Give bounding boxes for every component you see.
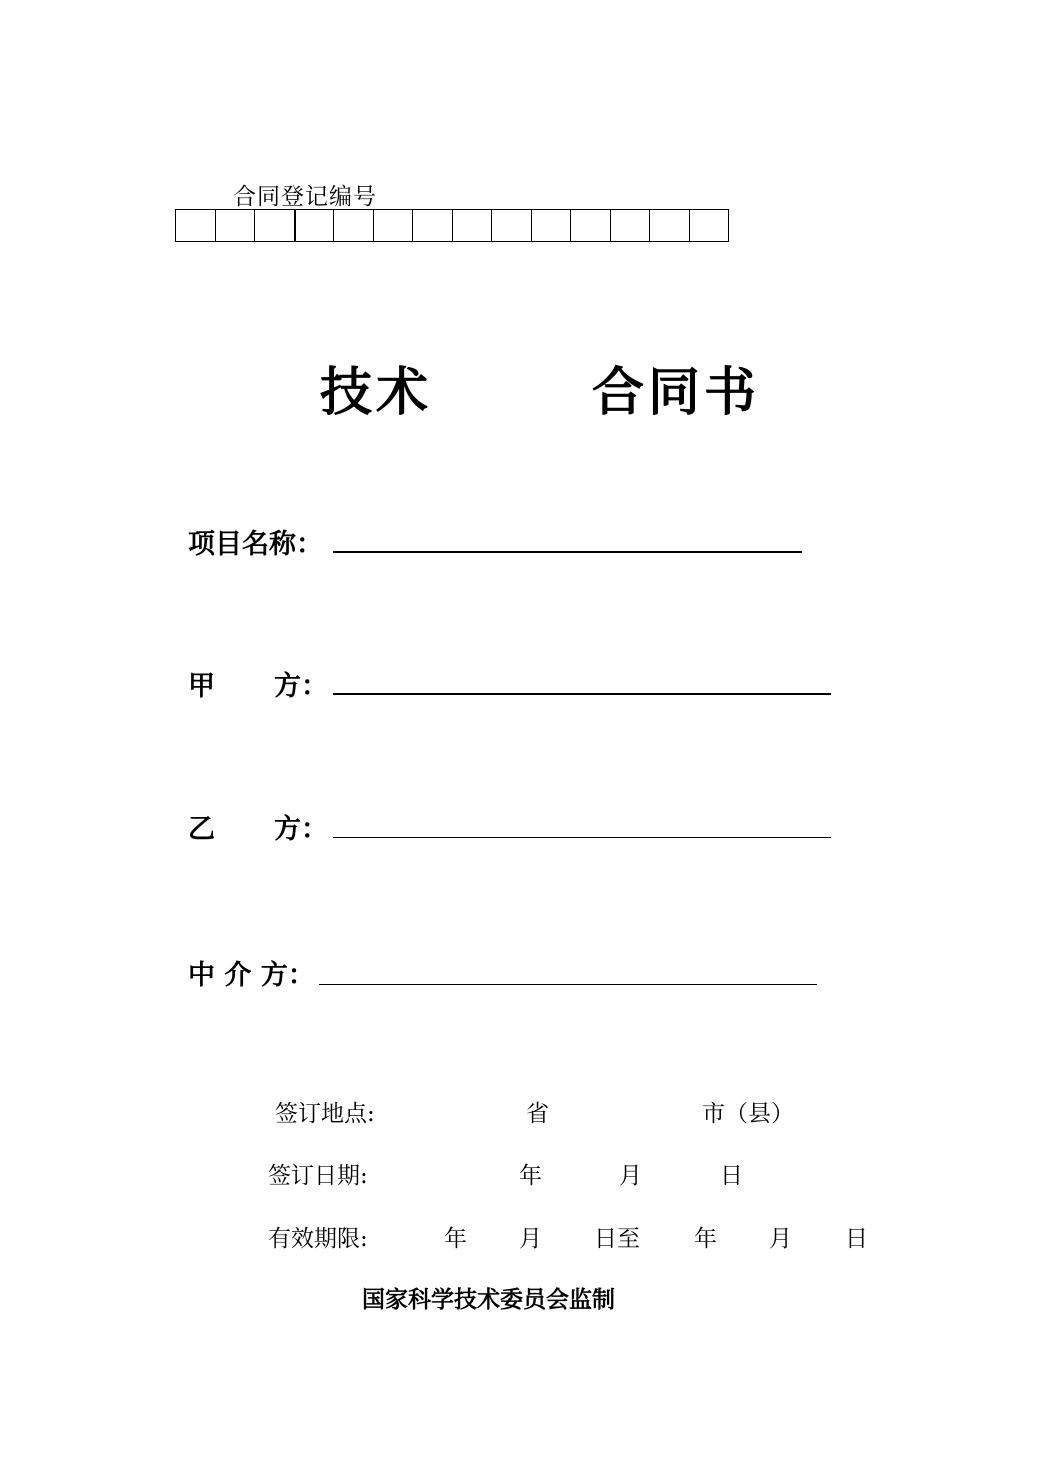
- signing-place-label: 签订地点:: [275, 1101, 375, 1127]
- registration-digit-box[interactable]: [412, 209, 453, 242]
- project-name-label: 项目名称：: [188, 529, 323, 560]
- party-b-label-1: 乙: [188, 814, 215, 845]
- registration-digit-box[interactable]: [294, 209, 335, 242]
- registration-number-boxes: [175, 209, 729, 242]
- party-a-label-2: 方：: [274, 671, 328, 702]
- party-b-label-2: 方：: [274, 814, 328, 845]
- signing-date-year: 年: [519, 1163, 542, 1189]
- validity-day-end: 日: [845, 1226, 868, 1252]
- registration-digit-box[interactable]: [649, 209, 690, 242]
- registration-digit-box[interactable]: [373, 209, 414, 242]
- document-title-part1: 技术: [320, 363, 433, 423]
- intermediary-label: 中 介 方：: [188, 960, 315, 991]
- party-a-label-1: 甲: [188, 671, 215, 702]
- signing-place-province: 省: [526, 1101, 549, 1127]
- registration-digit-box[interactable]: [333, 209, 374, 242]
- registration-digit-box[interactable]: [610, 209, 651, 242]
- signing-date-day: 日: [720, 1163, 743, 1189]
- validity-day-to: 日至: [594, 1226, 640, 1252]
- signing-date-label: 签订日期:: [268, 1163, 368, 1189]
- validity-month-end: 月: [769, 1226, 792, 1252]
- signing-date-month: 月: [619, 1163, 642, 1189]
- validity-month-start: 月: [519, 1226, 542, 1252]
- registration-digit-box[interactable]: [175, 209, 216, 242]
- validity-label: 有效期限:: [268, 1226, 368, 1252]
- registration-number-label: 合同登记编号: [233, 184, 377, 210]
- registration-digit-box[interactable]: [570, 209, 611, 242]
- party-b-line[interactable]: [333, 837, 831, 838]
- signing-place-city: 市（县）: [702, 1101, 794, 1127]
- intermediary-line[interactable]: [319, 984, 817, 985]
- supervision-footer: 国家科学技术委员会监制: [362, 1287, 615, 1313]
- registration-digit-box[interactable]: [491, 209, 532, 242]
- document-title-part2: 合同书: [592, 363, 761, 423]
- registration-digit-box[interactable]: [215, 209, 256, 242]
- project-name-line[interactable]: [333, 551, 802, 553]
- validity-year-start: 年: [444, 1226, 467, 1252]
- party-a-line[interactable]: [333, 693, 831, 695]
- registration-digit-box[interactable]: [531, 209, 572, 242]
- validity-year-end: 年: [694, 1226, 717, 1252]
- registration-digit-box[interactable]: [254, 209, 295, 242]
- registration-digit-box[interactable]: [452, 209, 493, 242]
- registration-digit-box[interactable]: [689, 209, 730, 242]
